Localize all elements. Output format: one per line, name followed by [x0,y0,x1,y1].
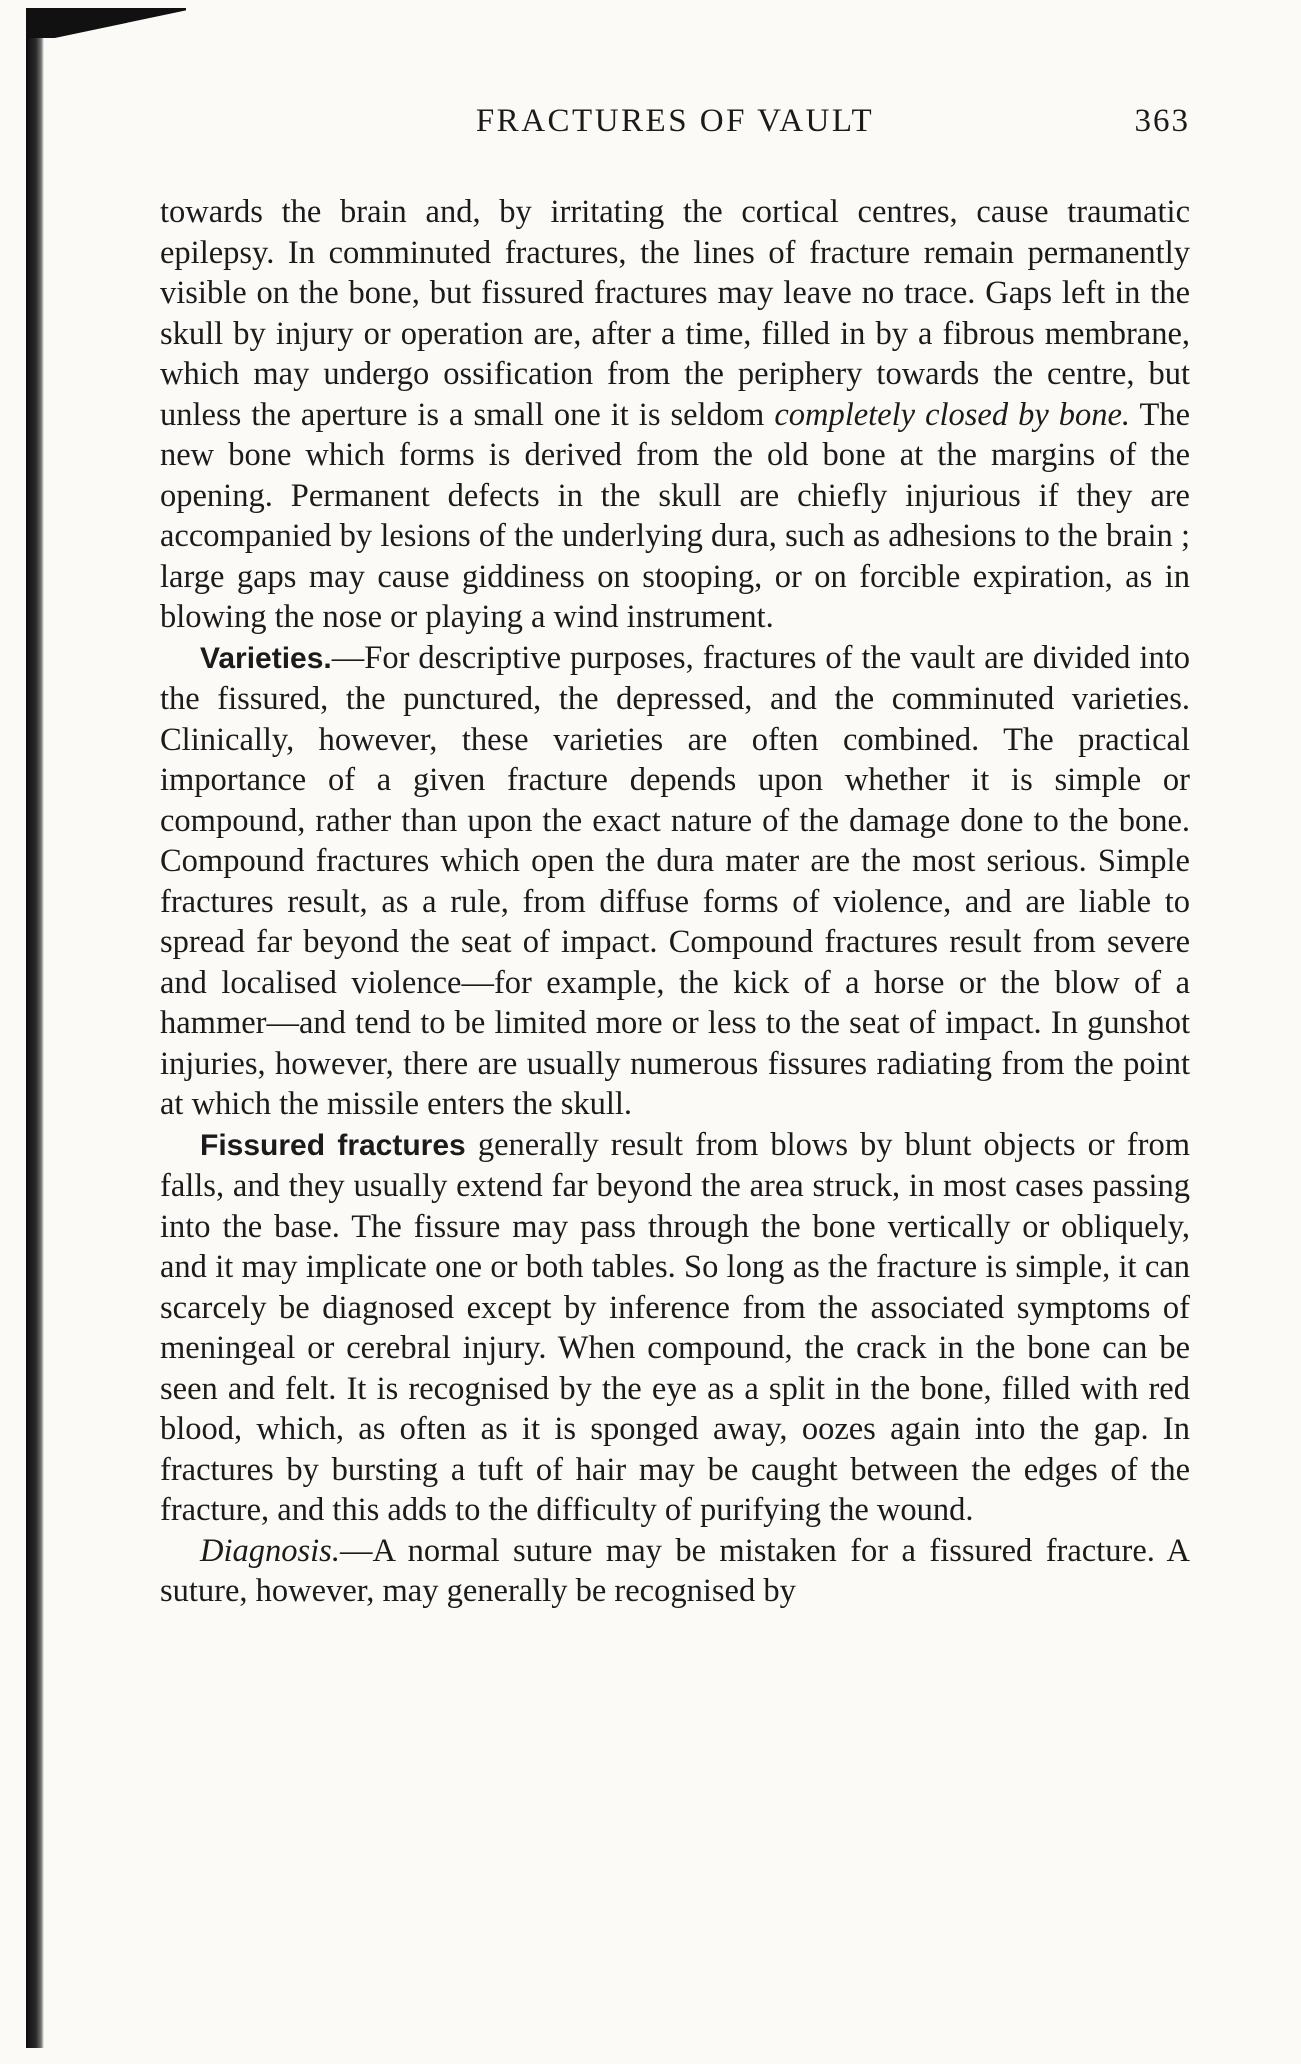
paragraph-text: generally result from blows by blunt objects or from falls, and they usually extend far beyond the area struck, in most cases passing into the base. The fissure may pass through the bone vertically or obliquely, and it may implicate one or both tables. So long as the fracture is simple, it can scarcely be diagnosed except by inference from the associated symptoms of meningeal or cerebral injury. When compound, the crack in the bone can be seen and felt. It is recognised by the eye as a split in the bone, filled with red blood, which, as often as it is sponged away, oozes again into the gap. In fractures by bursting a tuft of hair may be caught between the edges of the fracture, and this adds to the difficulty of purifying the wound. [160,1126,1190,1528]
paragraph-diagnosis [160,1531,1190,1612]
paragraph-text: towards the brain and, by irritating the cortical centres, cause traumatic epilepsy. In comminuted fractures, the lines of fracture remain permanently visible on the bone, but fissured fractures may leave no trace. Gaps left in the skull by injury or operation are, after a time, filled in by a fibrous membrane, which may undergo ossification from the periphery towards the centre, but unless the aperture is a small one it is seldom [160,194,1190,433]
paragraph-text: —For descriptive purposes, fractures of the vault are divided into the fissured, the punctured, the depressed, and the comminuted varieties. Clinically, however, these varieties are often combined. The practical importance of a given fracture depends upon whether it is simple or compound, rather than upon the exact nature of the damage done to the bone. Compound fractures which open the dura mater are the most serious. Simple fractures result, as a rule, from diffuse forms of violence, and are liable to spread far beyond the seat of impact. Compound fractures result from severe and localised violence—for example, the kick of a horse or the blow of a hammer—and tend to be limited more or less to the seat of impact. In gunshot injuries, however, there are usually numerous fissures radiating from the point at which the missile enters the skull. [160,639,1190,1122]
paragraph-continuation [160,192,1190,638]
page-header [160,103,1190,151]
paragraph-text: —A normal suture may be mistaken for a fissured fracture. A suture, however, may generally be recognised by [160,1532,1190,1609]
section-heading-diagnosis: Diagnosis. [200,1532,340,1569]
paragraph-varieties [160,638,1190,1125]
section-heading-varieties: Varieties. [200,641,332,675]
book-binding-edge [26,8,44,2048]
page-body [160,192,1190,1612]
page-number: 363 [1134,103,1190,139]
page-corner-shadow [26,8,186,38]
paragraph-text: The new bone which forms is derived from the old bone at the margins of the opening. Permanent defects in the skull are chiefly injurious if they are accompanied by lesions of the underlying dura, such as adhesions to the brain ; large gaps may cause giddiness on stooping, or on forcible expiration, as in blowing the nose or playing a wind instrument. [160,396,1190,635]
section-heading-fissured-fractures: Fissured fractures [200,1128,466,1162]
paragraph-italic-text: completely closed by bone. [774,396,1131,433]
paragraph-fissured-fractures [160,1125,1190,1531]
running-title: FRACTURES OF VAULT [475,103,875,139]
